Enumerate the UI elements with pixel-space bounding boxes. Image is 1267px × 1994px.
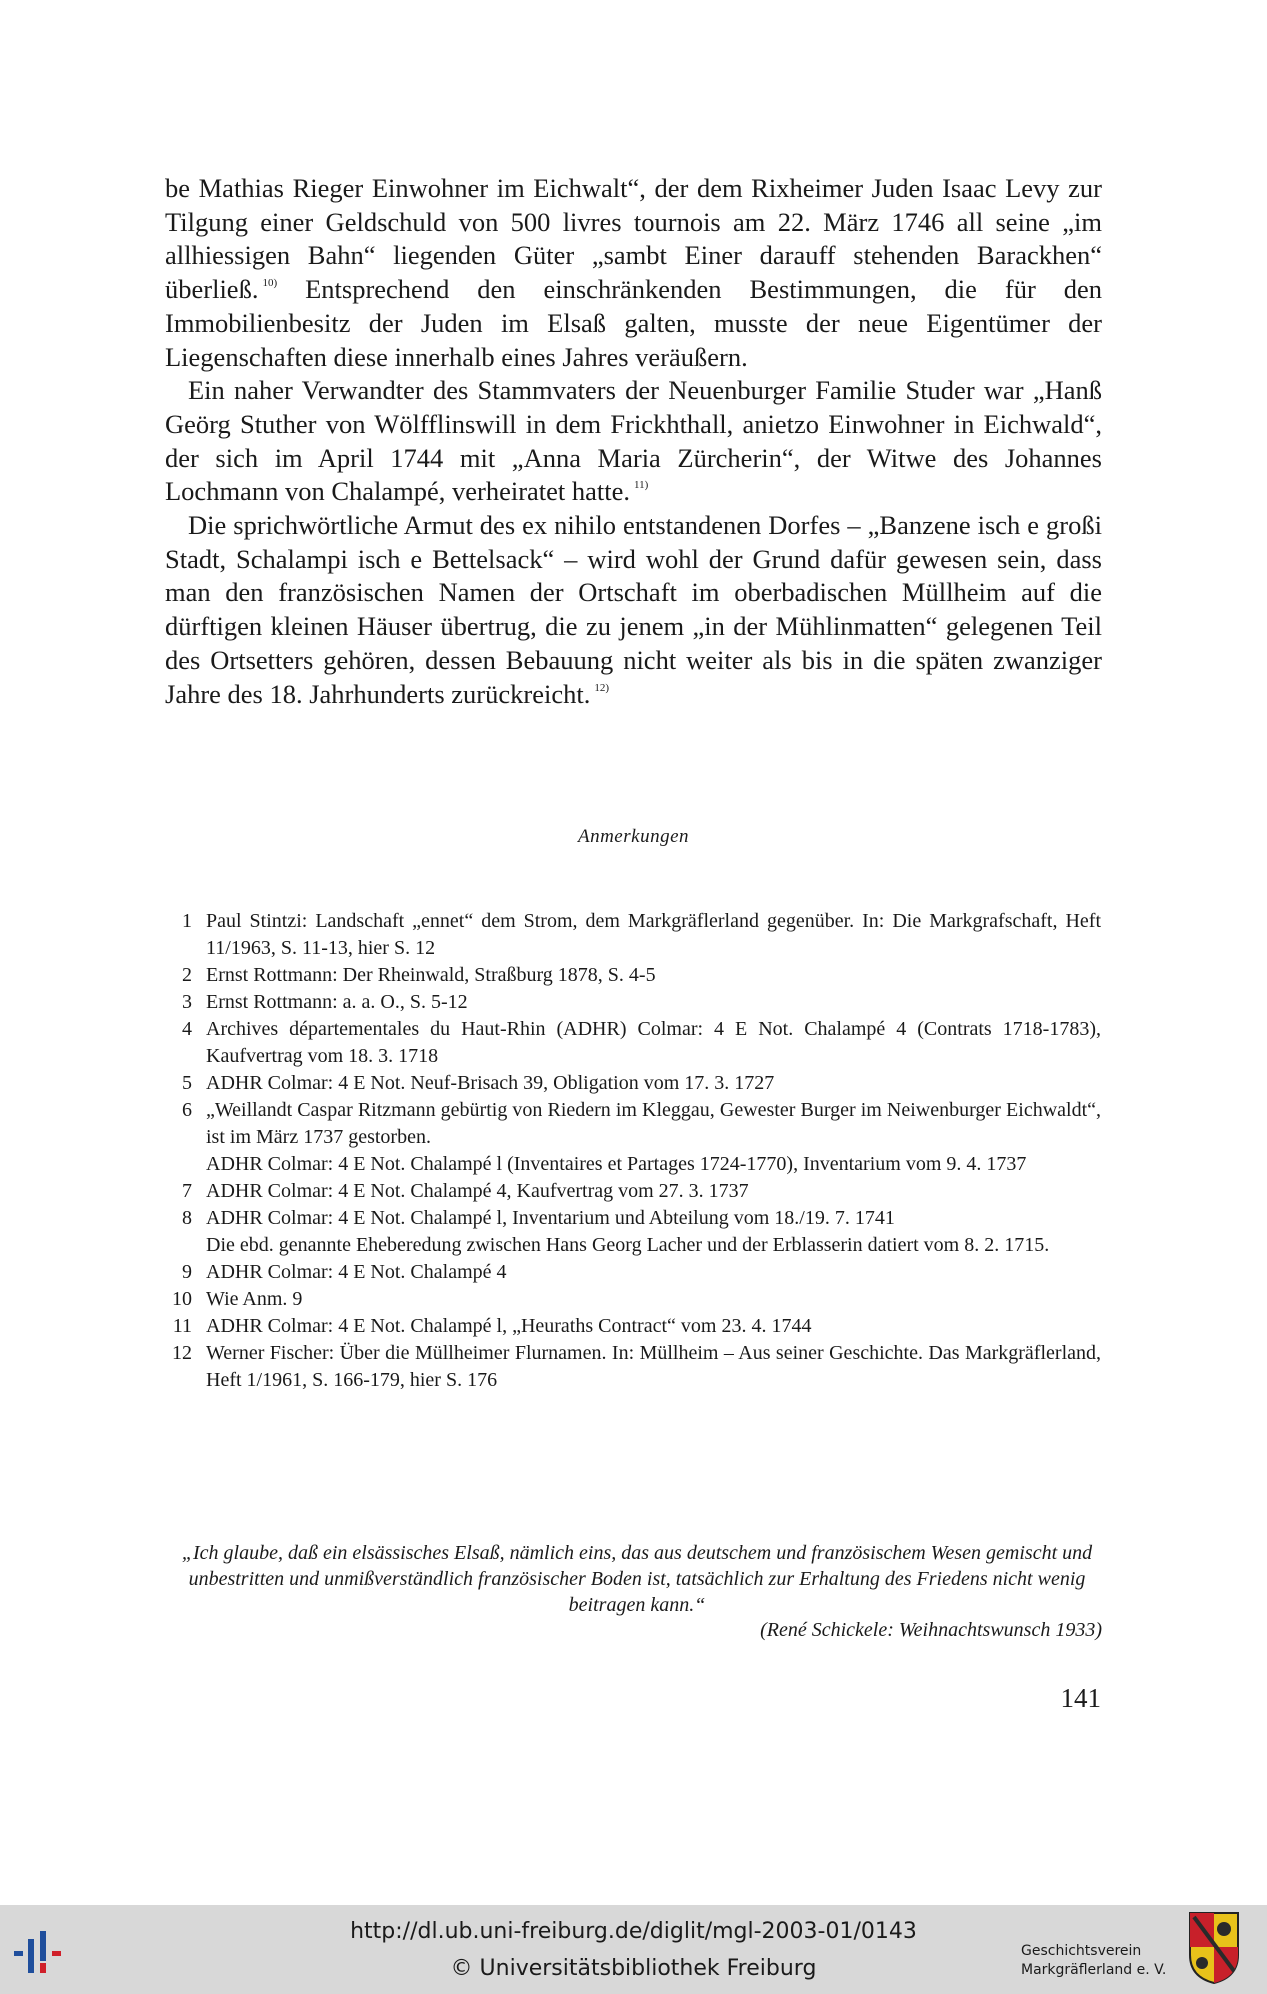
note-text	[206, 1259, 1101, 1286]
note-item	[160, 1259, 1101, 1286]
note-item	[160, 1286, 1101, 1313]
page-number: 141	[1060, 1683, 1101, 1713]
note-line: „Weillandt Caspar Ritzmann gebürtig von Riedern im Kleggau, Gewester Burger im Neiwenburger Eichwaldt“, ist im März 1737 gestorben.	[206, 1099, 1101, 1148]
note-line: ADHR Colmar: 4 E Not. Chalampé l, Inventarium und Abteilung vom 18./19. 7. 1741	[206, 1207, 895, 1229]
note-text	[206, 1205, 1101, 1259]
note-line: ADHR Colmar: 4 E Not. Chalampé 4	[206, 1261, 507, 1283]
note-line: ADHR Colmar: 4 E Not. Chalampé 4, Kaufvertrag vom 27. 3. 1737	[206, 1180, 749, 1202]
note-item	[160, 1313, 1101, 1340]
note-number: 10	[172, 1288, 192, 1310]
note-text	[206, 1286, 1101, 1313]
note-line: ADHR Colmar: 4 E Not. Chalampé l, „Heuraths Contract“ vom 23. 4. 1744	[206, 1315, 812, 1337]
note-line: ADHR Colmar: 4 E Not. Neuf-Brisach 39, Obligation vom 17. 3. 1727	[206, 1072, 775, 1094]
note-line: Die ebd. genannte Eheberedung zwischen Hans Georg Lacher und der Erblasserin datiert vom 8. 2. 1715.	[206, 1234, 1050, 1256]
note-line: ADHR Colmar: 4 E Not. Chalampé l (Inventaires et Partages 1724-1770), Inventarium vom 9. 4. 1737	[206, 1153, 1027, 1175]
footnote-ref-11[interactable]: 11)	[634, 479, 649, 492]
note-text	[206, 908, 1101, 962]
note-text	[206, 989, 1101, 1016]
main-text	[165, 172, 1102, 711]
note-item	[160, 1205, 1101, 1259]
footer-url-link[interactable]: http://dl.ub.uni-freiburg.de/diglit/mgl-2003-01/0143	[350, 1919, 917, 1944]
coat-of-arms-icon	[1188, 1911, 1240, 1985]
note-text	[206, 1070, 1101, 1097]
note-number: 9	[182, 1261, 192, 1283]
note-line: Wie Anm. 9	[206, 1288, 303, 1310]
note-item	[160, 908, 1101, 962]
note-text	[206, 1097, 1101, 1178]
org-name-line-2: Markgräflerland e. V.	[1021, 1962, 1167, 1978]
footer-copyright: © Universitätsbibliothek Freiburg	[450, 1956, 817, 1981]
notes-list	[160, 908, 1101, 1394]
paragraph-3: Die sprichwörtliche Armut des ex nihilo entstandenen Dorfes – „Banzene isch e großi Stadt, Schalampi isch e Bettelsack“ – wird wohl der Grund dafür gewesen sein, dass man den französischen Namen der Ortschaft im oberbadischen Müllheim auf die dürftigen kleinen Häuser übertrug, die zu jenem „in der Mühlinmatten“ gelegenen Teil des Ortsetters gehören, dessen Bebauung nicht weiter als bis in die späten zwanziger Jahre des 18. Jahrhunderts zurückreicht. $^{12)}$	[165, 510, 1102, 709]
note-line: Ernst Rottmann: Der Rheinwald, Straßburg 1878, S. 4-5	[206, 964, 656, 986]
note-text	[206, 1016, 1101, 1070]
footnote-ref-12[interactable]: 12)	[594, 681, 609, 694]
footnote-ref-10[interactable]: 10)	[262, 277, 278, 290]
note-number: 3	[182, 991, 192, 1013]
note-item	[160, 1340, 1101, 1394]
quote-source: (René Schickele: Weihnachtswunsch 1933)	[760, 1619, 1102, 1641]
org-name-line-1: Geschichtsverein	[1021, 1943, 1142, 1959]
note-number: 11	[172, 1315, 192, 1337]
closing-quote: „Ich glaube, daß ein elsässisches Elsaß, nämlich eins, das aus deutschem und französischem Wesen gemischt und unbestritten und unmißverständlich französischer Boden ist, tatsächlich zur Erhaltung des Friedens nicht wenig beitragen kann.“	[181, 1542, 1093, 1616]
note-line: Werner Fischer: Über die Müllheimer Flurnamen. In: Müllheim – Aus seiner Geschichte. Das Markgräflerland, Heft 1/1961, S. 166-179, hier S. 176	[206, 1342, 1101, 1391]
note-text	[206, 1340, 1101, 1394]
note-number: 8	[182, 1207, 192, 1229]
note-number: 7	[182, 1180, 192, 1202]
note-item	[160, 1178, 1101, 1205]
footer-organisation	[1021, 1942, 1181, 1980]
note-text	[206, 1313, 1101, 1340]
note-text	[206, 962, 1101, 989]
note-item	[160, 1070, 1101, 1097]
note-line: Ernst Rottmann: a. a. O., S. 5-12	[206, 991, 468, 1013]
note-line: Archives départementales du Haut-Rhin (ADHR) Colmar: 4 E Not. Chalampé 4 (Contrats 1718-1783), Kaufvertrag vom 18. 3. 1718	[206, 1018, 1101, 1067]
paragraph-1: be Mathias Rieger Einwohner im Eichwalt“, der dem Rixheimer Juden Isaac Levy zur Tilgung einer Geldschuld von 500 livres tournois am 22. März 1746 all seine „im allhiessigen Bahn“ liegenden Güter „sambt Einer darauff stehenden Barackhen“ überließ. $^{10)}$ Entsprechend den einschränkenden Bestimmungen, die für den Immobilienbesitz der Juden im Elsaß galten, musste der neue Eigentümer der Liegenschaften diese innerhalb eines Jahres veräußern.	[165, 173, 1103, 372]
note-item	[160, 1097, 1101, 1178]
note-text	[206, 1178, 1101, 1205]
paragraph-2: Ein naher Verwandter des Stammvaters der Neuenburger Familie Studer war „Hanß Geörg Stuther von Wölfflinswill in dem Frickhthall, anietzo Einwohner in Eichwald“, der sich im April 1744 mit „Anna Maria Zürcherin“, der Witwe des Johannes Lochmann von Chalampé, verheiratet hatte. $^{11)}$	[165, 375, 1102, 507]
note-item	[160, 989, 1101, 1016]
note-item	[160, 1016, 1101, 1070]
note-item	[160, 962, 1101, 989]
note-line: Paul Stintzi: Landschaft „ennet“ dem Strom, dem Markgräflerland gegenüber. In: Die Markgrafschaft, Heft 11/1963, S. 11-13, hier S. 12	[206, 910, 1101, 959]
note-number: 6	[182, 1099, 192, 1121]
note-number: 4	[182, 1018, 192, 1040]
note-number: 5	[182, 1072, 192, 1094]
note-number: 1	[182, 910, 192, 932]
footer-bar	[0, 1905, 1267, 1994]
notes-heading: Anmerkungen	[577, 826, 690, 847]
note-number: 12	[172, 1342, 192, 1364]
note-number: 2	[182, 964, 192, 986]
